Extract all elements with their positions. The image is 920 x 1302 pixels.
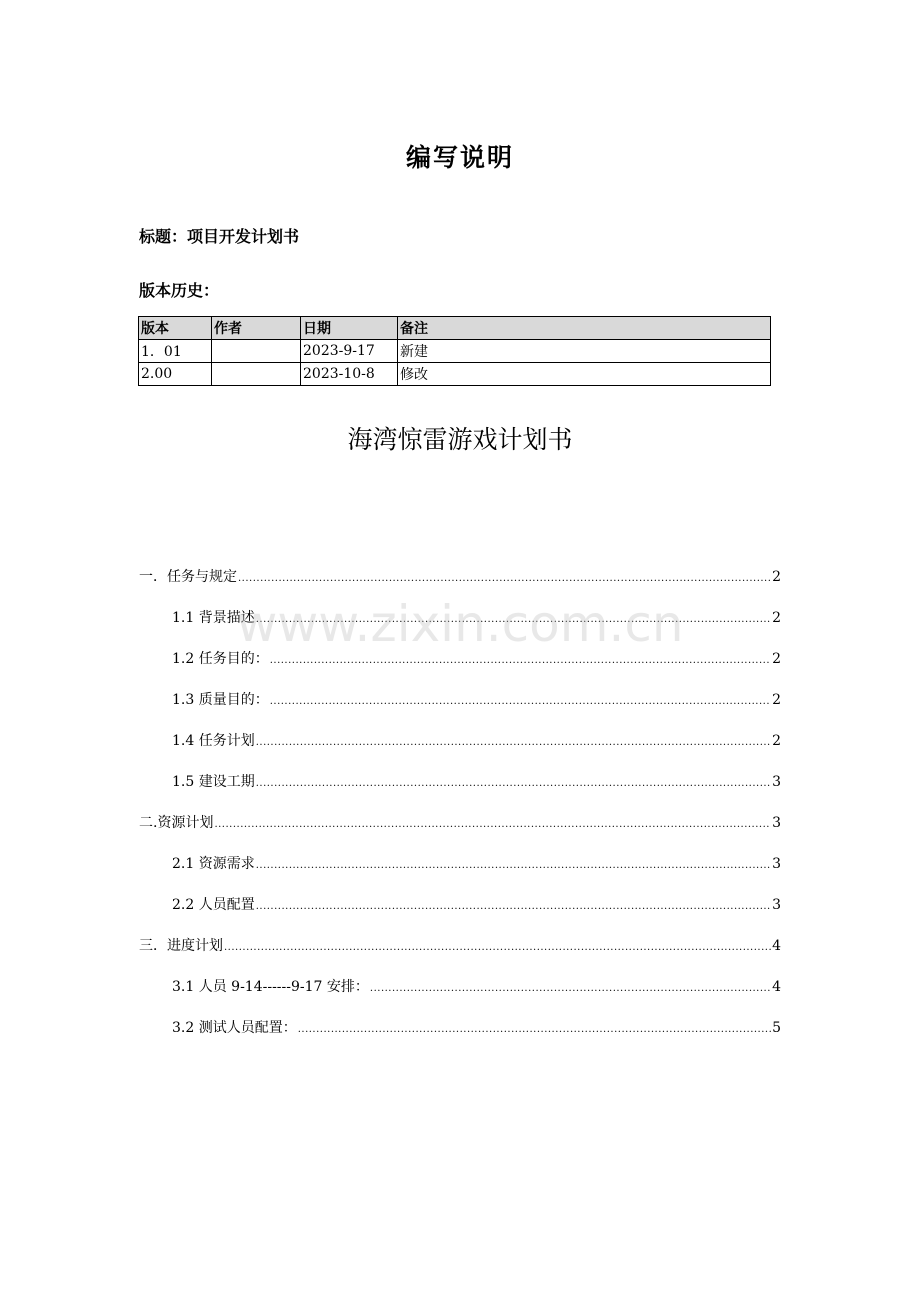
toc-page-number: 2 (772, 692, 781, 708)
doc-heading: 编写说明 (405, 143, 514, 172)
toc-page-number: 3 (772, 897, 781, 913)
toc-page-number: 3 (772, 774, 781, 790)
toc-leader (224, 942, 771, 953)
toc-leader (256, 901, 771, 912)
toc-entry[interactable] (172, 607, 781, 629)
column-header-date: 日期 (301, 317, 398, 340)
toc-leader (238, 573, 771, 584)
toc-leader (370, 983, 771, 994)
toc-leader (214, 819, 771, 830)
table-row (139, 340, 771, 363)
cell-notes: 修改 (398, 363, 771, 386)
toc-entry-text: 1.2 任务目的： (172, 651, 269, 667)
column-header-notes: 备注 (398, 317, 771, 340)
toc-leader (298, 1024, 771, 1035)
cell-notes: 新建 (398, 340, 771, 363)
main-title: 海湾惊雷游戏计划书 (347, 425, 573, 454)
cell-author (212, 340, 301, 363)
table-header-row (139, 317, 771, 340)
doc-title-line: 标题：项目开发计划书 (139, 227, 300, 246)
watermark: www.zixin.com.cn (236, 595, 684, 653)
toc-leader (270, 696, 771, 707)
toc-entry[interactable] (172, 689, 781, 711)
cell-date: 2023-9-17 (301, 340, 398, 363)
toc-page-number: 4 (772, 938, 781, 954)
cell-author (212, 363, 301, 386)
toc-page-number: 2 (772, 651, 781, 667)
toc-entry-text: 三．进度计划 (139, 938, 223, 954)
toc-entry-text: 2.1 资源需求 (172, 856, 255, 872)
toc-entry[interactable] (172, 894, 781, 916)
toc-leader (256, 737, 771, 748)
toc-entry[interactable] (172, 648, 781, 670)
toc-page-number: 2 (772, 610, 781, 626)
toc-entry-text: 二.资源计划 (139, 815, 214, 831)
toc-entry-text: 2.2 人员配置 (172, 897, 255, 913)
toc-entry[interactable] (139, 812, 781, 834)
toc-leader (270, 655, 771, 666)
toc-leader (256, 860, 771, 871)
toc-entry-text: 1.1 背景描述 (172, 610, 255, 626)
toc-entry-text: 1.5 建设工期 (172, 774, 255, 790)
toc-entry[interactable] (172, 853, 781, 875)
cell-date: 2023-10-8 (301, 363, 398, 386)
toc-leader (256, 614, 771, 625)
toc-entry-text: 一．任务与规定 (139, 569, 237, 585)
column-header-author: 作者 (212, 317, 301, 340)
column-header-version: 版本 (139, 317, 212, 340)
toc-page-number: 5 (772, 1020, 781, 1036)
toc-entry[interactable] (172, 976, 781, 998)
toc-page-number: 3 (772, 815, 781, 831)
toc-entry[interactable] (139, 935, 781, 957)
toc-entry-text: 3.1 人员 9-14------9-17 安排： (172, 979, 369, 995)
cell-version: 1．01 (139, 340, 212, 363)
cell-version: 2.00 (139, 363, 212, 386)
toc-page-number: 4 (772, 979, 781, 995)
version-history-label: 版本历史： (139, 281, 220, 300)
toc-entry-text: 1.3 质量目的： (172, 692, 269, 708)
version-history-table (138, 316, 771, 386)
toc-entry[interactable] (172, 1017, 781, 1039)
toc-page-number: 3 (772, 856, 781, 872)
toc-leader (256, 778, 771, 789)
toc-page-number: 2 (772, 569, 781, 585)
table-row (139, 363, 771, 386)
toc-entry-text: 3.2 测试人员配置： (172, 1020, 297, 1036)
toc-entry[interactable] (172, 771, 781, 793)
toc-entry[interactable] (139, 566, 781, 588)
toc-page-number: 2 (772, 733, 781, 749)
toc-entry[interactable] (172, 730, 781, 752)
toc-entry-text: 1.4 任务计划 (172, 733, 255, 749)
